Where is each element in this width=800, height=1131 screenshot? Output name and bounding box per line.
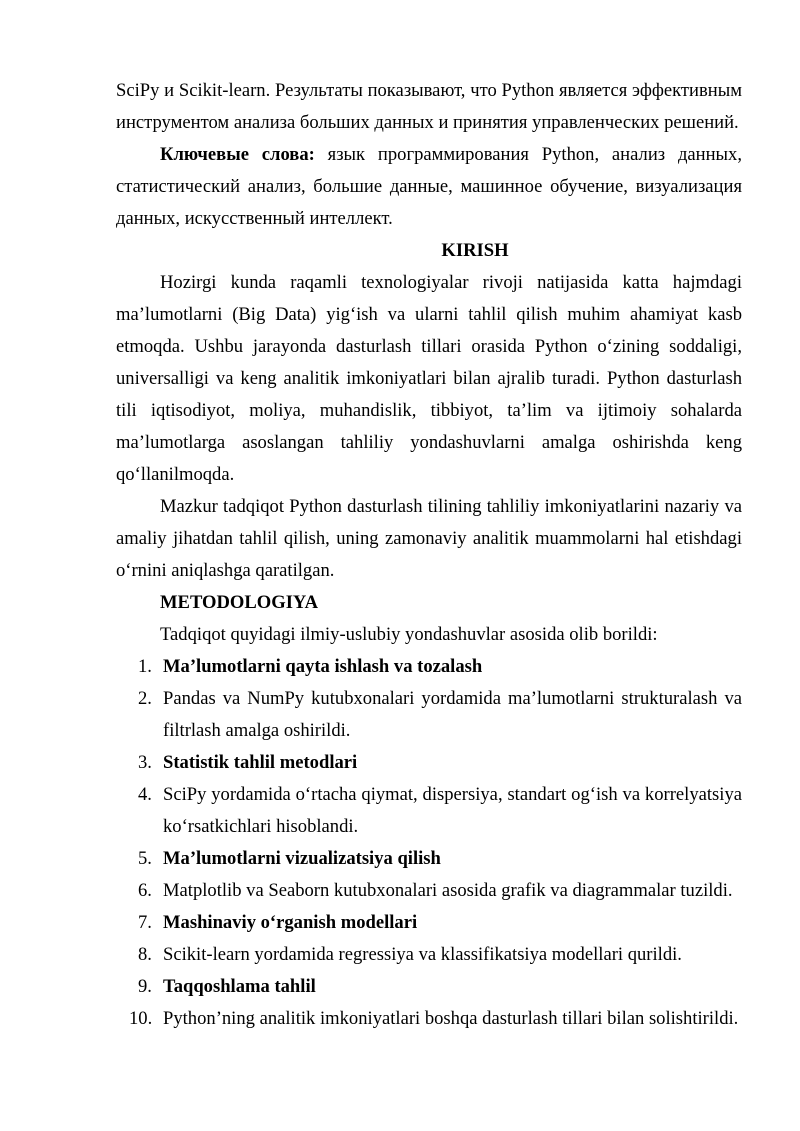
list-item	[116, 843, 742, 875]
list-item-text: Ma’lumotlarni qayta ishlash va tozalash	[163, 656, 483, 677]
keywords-text: язык программирования Python, анализ данных, статистический анализ, большие данные, машинное обучение, визуализация данных, искусственный интеллект.	[116, 144, 742, 229]
list-item	[116, 875, 742, 907]
list-item-number: 1.	[138, 656, 152, 677]
list-item	[116, 683, 742, 747]
list-item-number: 2.	[138, 688, 152, 709]
list-item-text: Taqqoshlama tahlil	[163, 976, 316, 997]
list-item-text: Python’ning analitik imkoniyatlari boshqa dasturlash tillari bilan solishtirildi.	[163, 1008, 739, 1029]
list-item-text: Ma’lumotlarni vizualizatsiya qilish	[163, 848, 441, 869]
list-item-text: SciPy yordamida o‘rtacha qiymat, dispersiya, standart og‘ish va korrelyatsiya ko‘rsatkichlari hisoblandi.	[163, 784, 742, 837]
list-item-number: 7.	[138, 912, 152, 933]
kirish-paragraph-1: Hozirgi kunda raqamli texnologiyalar rivoji natijasida katta hajmdagi ma’lumotlarni (Big Data) yig‘ish va ularni tahlil qilish muhim ahamiyat kasb etmoqda. Ushbu jarayonda dasturlash tillari orasida Python o‘zining soddaligi, universalligi va keng analitik imkoniyatlari bilan ajralib turadi. Python dasturlash tili iqtisodiyot, moliya, muhandislik, tibbiyot, ta’lim va ijtimoiy sohalarda ma’lumotlarga asoslangan tahliliy yondashuvlarni amalga oshirishda keng qo‘llanilmoqda.	[116, 272, 742, 485]
list-item-text: Pandas va NumPy kutubxonalari yordamida ma’lumotlarni strukturalash va filtrlash amalga oshirildi.	[163, 688, 742, 741]
kirish-heading: KIRISH	[441, 240, 509, 261]
abstract-continuation: SciPy и Scikit-learn. Результаты показывают, что Python является эффективным инструментом анализа больших данных и принятия управленческих решений.	[116, 80, 742, 133]
keywords-label: Ключевые слова:	[160, 144, 315, 165]
list-item	[116, 651, 742, 683]
methodology-list	[116, 651, 742, 1035]
list-item	[116, 747, 742, 779]
list-item	[116, 907, 742, 939]
keywords-paragraph	[116, 139, 742, 235]
list-item-number: 5.	[138, 848, 152, 869]
list-item-number: 10.	[129, 1008, 153, 1029]
list-item-number: 9.	[138, 976, 152, 997]
list-item-text: Mashinaviy o‘rganish modellari	[163, 912, 418, 933]
metodologiya-heading: METODOLOGIYA	[160, 592, 319, 613]
list-item-text: Matplotlib va Seaborn kutubxonalari asosida grafik va diagrammalar tuzildi.	[163, 880, 733, 901]
list-item-number: 3.	[138, 752, 152, 773]
list-item-number: 6.	[138, 880, 152, 901]
list-item-number: 8.	[138, 944, 152, 965]
kirish-paragraph-2: Mazkur tadqiqot Python dasturlash tilining tahliliy imkoniyatlarini nazariy va amaliy jihatdan tahlil qilish, uning zamonaviy analitik muammolarni hal etishdagi o‘rnini aniqlashga qaratilgan.	[116, 496, 742, 581]
list-item	[116, 779, 742, 843]
list-item	[116, 939, 742, 971]
list-item-text: Statistik tahlil metodlari	[163, 752, 358, 773]
list-item	[116, 1003, 742, 1035]
metodologiya-intro: Tadqiqot quyidagi ilmiy-uslubiy yondashuvlar asosida olib borildi:	[160, 624, 658, 645]
list-item-text: Scikit-learn yordamida regressiya va klassifikatsiya modellari qurildi.	[163, 944, 682, 965]
list-item-number: 4.	[138, 784, 152, 805]
list-item	[116, 971, 742, 1003]
